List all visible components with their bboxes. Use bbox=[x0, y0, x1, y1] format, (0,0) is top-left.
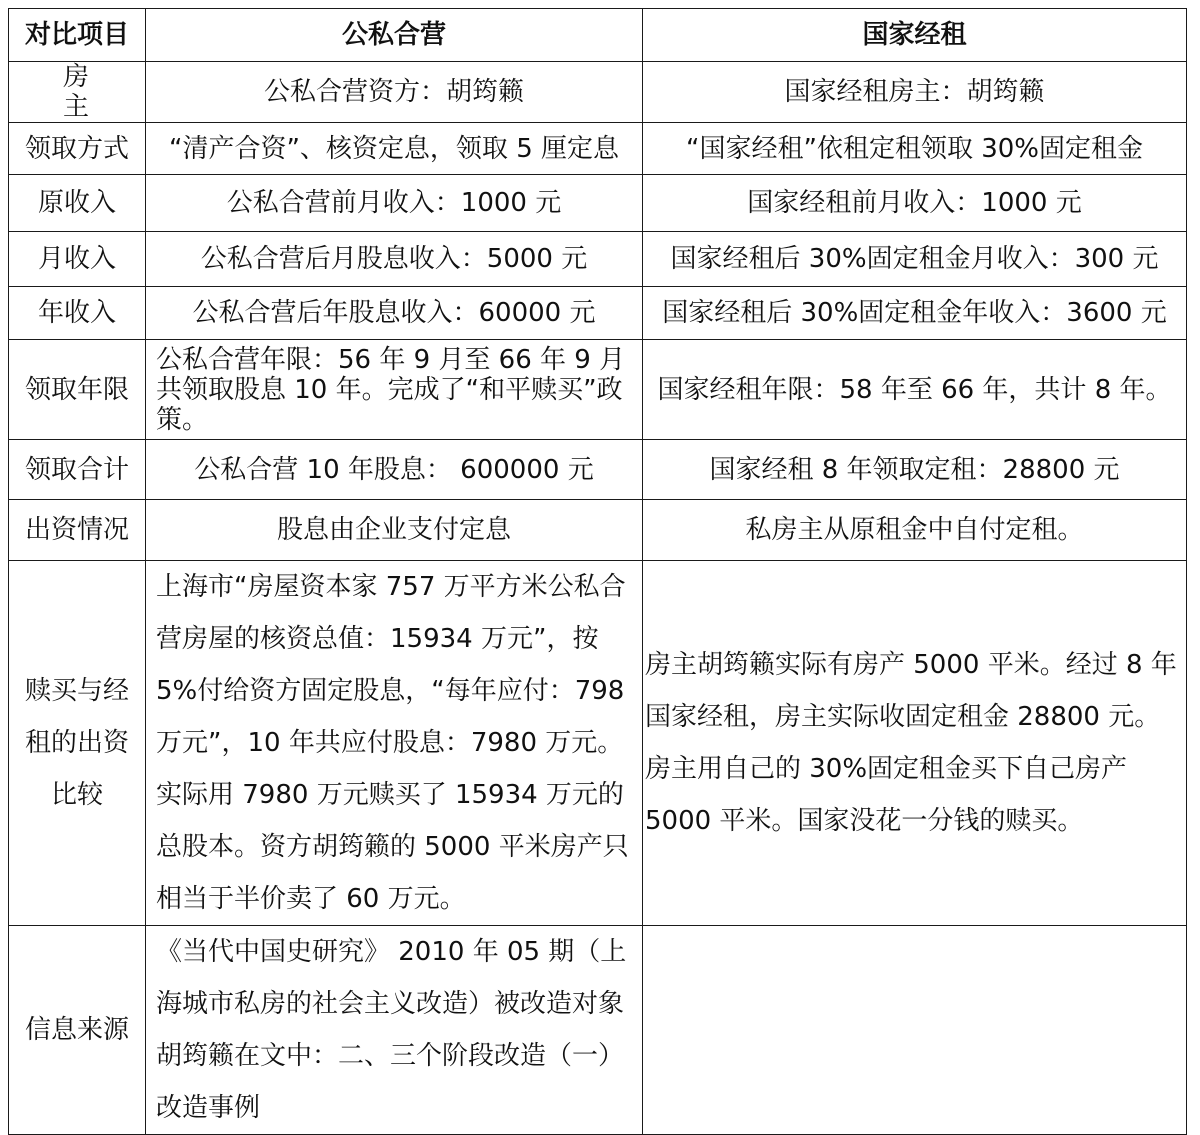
cell-guojia: 私房主从原租金中自付定租。 bbox=[643, 500, 1187, 561]
row-label: 房 主 bbox=[9, 62, 146, 123]
cell-guojia: 房主胡筠籁实际有房产 5000 平米。经过 8 年国家经租，房主实际收固定租金 28800 元。房主用自己的 30%固定租金买下自己房产 5000 平米。国家没花一分钱的赎买。 bbox=[643, 561, 1187, 926]
cell-guojia: 国家经租年限：58 年至 66 年，共计 8 年。 bbox=[643, 340, 1187, 440]
cell-gongsi: “清产合资”、核资定息，领取 5 厘定息 bbox=[146, 123, 643, 175]
cell-gongsi: 公私合营 10 年股息： 600000 元 bbox=[146, 440, 643, 500]
cell-gongsi: 公私合营后月股息收入：5000 元 bbox=[146, 232, 643, 287]
cell-gongsi: 《当代中国史研究》 2010 年 05 期（上海城市私房的社会主义改造）被改造对象胡筠籁在文中：二、三个阶段改造（一）改造事例 bbox=[146, 926, 643, 1135]
row-label: 领取年限 bbox=[9, 340, 146, 440]
header-gongsi: 公私合营 bbox=[146, 9, 643, 62]
cell-gongsi: 股息由企业支付定息 bbox=[146, 500, 643, 561]
row-label: 年收入 bbox=[9, 287, 146, 340]
cell-guojia: 国家经租 8 年领取定租：28800 元 bbox=[643, 440, 1187, 500]
row-label: 出资情况 bbox=[9, 500, 146, 561]
cell-guojia bbox=[643, 926, 1187, 1135]
table-row bbox=[9, 926, 1187, 1135]
cell-guojia: 国家经租后 30%固定租金年收入：3600 元 bbox=[643, 287, 1187, 340]
table-row bbox=[9, 287, 1187, 340]
table-row bbox=[9, 500, 1187, 561]
cell-guojia: 国家经租后 30%固定租金月收入：300 元 bbox=[643, 232, 1187, 287]
comparison-table bbox=[8, 8, 1187, 1135]
cell-guojia: “国家经租”依租定租领取 30%固定租金 bbox=[643, 123, 1187, 175]
header-guojia: 国家经租 bbox=[643, 9, 1187, 62]
row-label: 原收入 bbox=[9, 175, 146, 232]
row-label: 领取方式 bbox=[9, 123, 146, 175]
row-label: 赎买与经租的出资比较 bbox=[9, 561, 146, 926]
row-label: 领取合计 bbox=[9, 440, 146, 500]
header-item: 对比项目 bbox=[9, 9, 146, 62]
cell-gongsi: 上海市“房屋资本家 757 万平方米公私合营房屋的核资总值：15934 万元”，按 5%付给资方固定股息，“每年应付：798 万元”，10 年共应付股息：7980 万元。实际用 7980 万元赎买了 15934 万元的总股本。资方胡筠籁的 5000 平米房产只相当于半价卖了 60 万元。 bbox=[146, 561, 643, 926]
cell-guojia: 国家经租前月收入：1000 元 bbox=[643, 175, 1187, 232]
table-row bbox=[9, 175, 1187, 232]
cell-guojia: 国家经租房主：胡筠籁 bbox=[643, 62, 1187, 123]
table-row bbox=[9, 123, 1187, 175]
cell-gongsi: 公私合营前月收入：1000 元 bbox=[146, 175, 643, 232]
table-row bbox=[9, 232, 1187, 287]
table-row bbox=[9, 561, 1187, 926]
cell-gongsi: 公私合营资方：胡筠籁 bbox=[146, 62, 643, 123]
cell-gongsi: 公私合营年限：56 年 9 月至 66 年 9 月共领取股息 10 年。完成了“和平赎买”政策。 bbox=[146, 340, 643, 440]
header-row bbox=[9, 9, 1187, 62]
table-row bbox=[9, 440, 1187, 500]
row-label: 月收入 bbox=[9, 232, 146, 287]
table-row bbox=[9, 340, 1187, 440]
table-row bbox=[9, 62, 1187, 123]
cell-gongsi: 公私合营后年股息收入：60000 元 bbox=[146, 287, 643, 340]
row-label: 信息来源 bbox=[9, 926, 146, 1135]
